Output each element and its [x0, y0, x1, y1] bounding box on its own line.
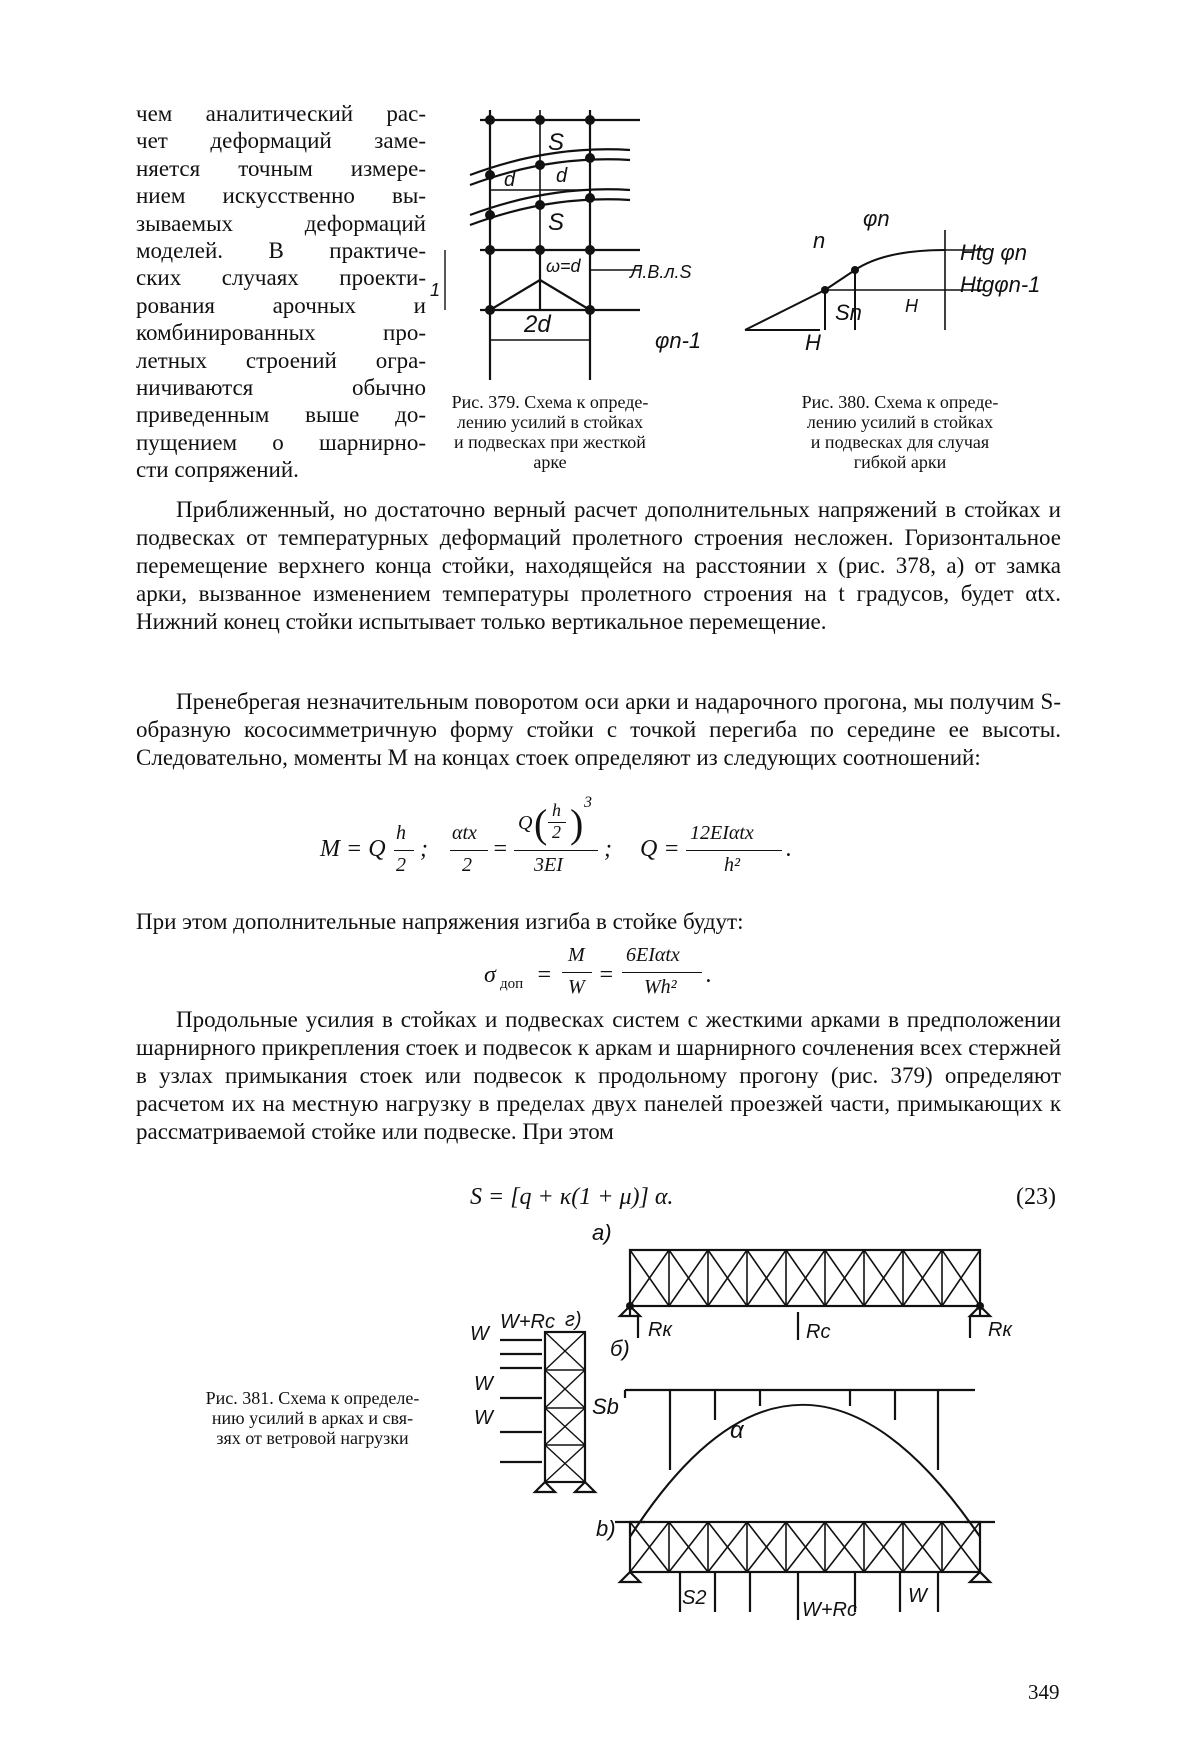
fig380-label-htg2: Htgφn-1 [960, 272, 1041, 297]
eq2-eq1: = [536, 962, 553, 988]
text-line: ских случаях проекти- [136, 265, 426, 291]
fig380-label-htg1: Htg φn [960, 240, 1027, 265]
eq1-two: 2 [396, 854, 406, 876]
caption-line: нию усилий в арках и свя- [211, 1408, 414, 1428]
eq1-h: h [396, 822, 406, 844]
fig381-label-wrc: W+Rc [500, 1311, 555, 1333]
paragraph-3: При этом дополнительные напряжения изгиба в стойке будут: [136, 909, 744, 934]
eq1-atx: αtx [452, 822, 477, 844]
eq1-3ei: 3EI [534, 854, 563, 876]
figure-381-caption [170, 1388, 455, 1448]
page-number: 349 [1028, 1680, 1060, 1704]
text-line: ничиваются обычно [136, 375, 426, 401]
text-line: няется точным измере- [136, 155, 426, 181]
text-line: чем аналитический рас- [136, 101, 426, 126]
eq1-q-lhs: Q = [640, 836, 680, 862]
eq1-eq: = [492, 836, 509, 862]
eq2-dot: . [706, 962, 712, 988]
eq1-two3: 2 [552, 822, 561, 842]
fig379-label-s-mid: S [548, 209, 565, 236]
fig381-label-rk1: Rк [648, 1319, 672, 1341]
fig381-label-wrc2: W+Rc [802, 1599, 857, 1621]
eq2-eq2: = [598, 962, 615, 988]
fig381-label-s2: S2 [682, 1587, 707, 1609]
figure-381-diagram [460, 1220, 1020, 1620]
caption-line: арке [533, 452, 567, 472]
eq2-w: W [568, 976, 585, 998]
fig379-label-s-top: S [548, 129, 565, 156]
caption-line: Рис. 379. Схема к опреде- [451, 392, 649, 412]
fig381-label-a: a) [592, 1220, 612, 1245]
fig381-label-alpha: α [730, 1417, 744, 1444]
eq2-sub: доп [500, 976, 524, 992]
eq1-two2: 2 [462, 854, 472, 876]
equation-2 [484, 940, 744, 1012]
fig379-label-d2: d [556, 165, 568, 187]
equation-3-number: (23) [1016, 1184, 1056, 1210]
figure-380-caption [760, 392, 1040, 472]
fig381-label-v: b) [596, 1516, 616, 1541]
caption-line: Рис. 380. Схема к опреде- [801, 392, 999, 412]
fig379-label-2d: 2d [524, 311, 551, 338]
eq1-pow: 3 [584, 794, 592, 811]
eq1-dot: . [786, 836, 792, 862]
fig381-label-w4: W [908, 1585, 927, 1607]
fig380-label-phi-n: φn [863, 206, 890, 231]
fig379-label-level: Л.В.л.S [630, 262, 692, 282]
caption-line: лению усилий в стойках [456, 412, 644, 432]
text-line: рования арочных и [136, 292, 426, 318]
text-line: моделей. В практиче- [136, 238, 426, 264]
text-line: чет деформаций заме- [136, 128, 426, 154]
caption-line: лению усилий в стойках [806, 412, 994, 432]
eq1-q-num: Q [518, 812, 533, 834]
eq1-den: h² [724, 854, 740, 876]
fig381-label-rc: Rc [806, 1321, 831, 1343]
equation-3: S = [q + κ(1 + μ)] α. [470, 1184, 674, 1210]
caption-line: гибкой арки [853, 452, 947, 472]
text-line: приведенным выше до- [136, 402, 426, 428]
text-line: пущением о шарнирно- [136, 429, 426, 455]
fig381-label-g: г) [565, 1309, 582, 1331]
paragraph-4: Продольные усилия в стойках и подвесках систем с жесткими арками в предположении шарнирного прикрепления стоек и подвесок к аркам и шарнирного сочленения всех стержней в узлах примыкания стоек или подвесок к продольному прогону (рис. 379) определяют расчетом их на местную нагрузку в пределах двух панелей проезжей части, примыкающих к рассматриваемой стойке или подвеске. При этом [136, 1007, 1061, 1144]
paragraph-1: Приближенный, но достаточно верный расчет дополнительных напряжений в стойках и подвесках от температурных деформаций пролетного строения несложен. Горизонтальное перемещение верхнего конца стойки, находящейся на расстоянии x (рис. 378, a) от замка арки, вызванное изменением температуры пролетного строения на t градусов, будет αtx. Нижний конец стойки испытывает только вертикальное перемещение. [136, 497, 1061, 634]
eq1-num: 12EIαtx [690, 822, 754, 844]
fig379-label-d1: d [504, 169, 516, 191]
fig380-label-h2: H [805, 330, 821, 355]
fig379-label-one: 1 [430, 280, 441, 300]
text-line: зываемых деформаций [136, 210, 426, 236]
eq1-h3: h [552, 800, 561, 820]
fig381-label-sb: Sb [592, 1394, 619, 1419]
eq1-m-lhs: M = Q [320, 836, 386, 862]
caption-line: Рис. 381. Схема к определе- [205, 1388, 420, 1408]
text-line: нием искусственно вы- [136, 183, 426, 209]
fig381-label-w2: W [474, 1373, 493, 1395]
fig380-label-n: n [813, 228, 826, 253]
eq2-sigma: σ [484, 962, 496, 988]
eq2-num: 6EIαtx [626, 944, 680, 966]
eq1-sep2: ; [604, 836, 612, 862]
eq1-sep1: ; [420, 836, 428, 862]
text-line: сти сопряжений. [136, 457, 299, 483]
eq2-m: M [568, 944, 585, 966]
fig380-label-sn: Sn [835, 300, 862, 325]
eq2-den: Wh² [644, 976, 677, 998]
text-line: комбинированных про- [136, 320, 426, 346]
fig381-label-rk2: Rк [988, 1319, 1012, 1341]
fig380-label-phi-n1: φn-1 [655, 328, 702, 353]
caption-line: и подвесках для случая [810, 432, 990, 452]
left-column-text [136, 100, 426, 484]
text-line: летных строений огра- [136, 347, 426, 373]
fig380-label-h1: H [905, 296, 918, 316]
paragraph-2: Пренебрегая незначительным поворотом оси арки и надарочного прогона, мы получим S-образную кососимметричную форму стойки с точкой перегиба по середине ее высоты. Следовательно, моменты M на концах стоек определяют из следующих соотношений: [136, 689, 1061, 770]
fig381-label-w1: W [470, 1323, 489, 1345]
caption-line: и подвесках при жесткой [454, 432, 646, 452]
equation-1: M = Q h 2 ; αtx 2 = Q ( h 2 ) 3 3EI ; Q = 12EIαtx h² . [320, 794, 792, 876]
figure-379-caption [420, 392, 680, 472]
fig381-label-w3: W [474, 1407, 493, 1429]
fig379-label-omega: ω=d [546, 256, 581, 276]
fig381-label-b: б) [610, 1336, 630, 1361]
caption-line: зях от ветровой нагрузки [216, 1428, 409, 1448]
